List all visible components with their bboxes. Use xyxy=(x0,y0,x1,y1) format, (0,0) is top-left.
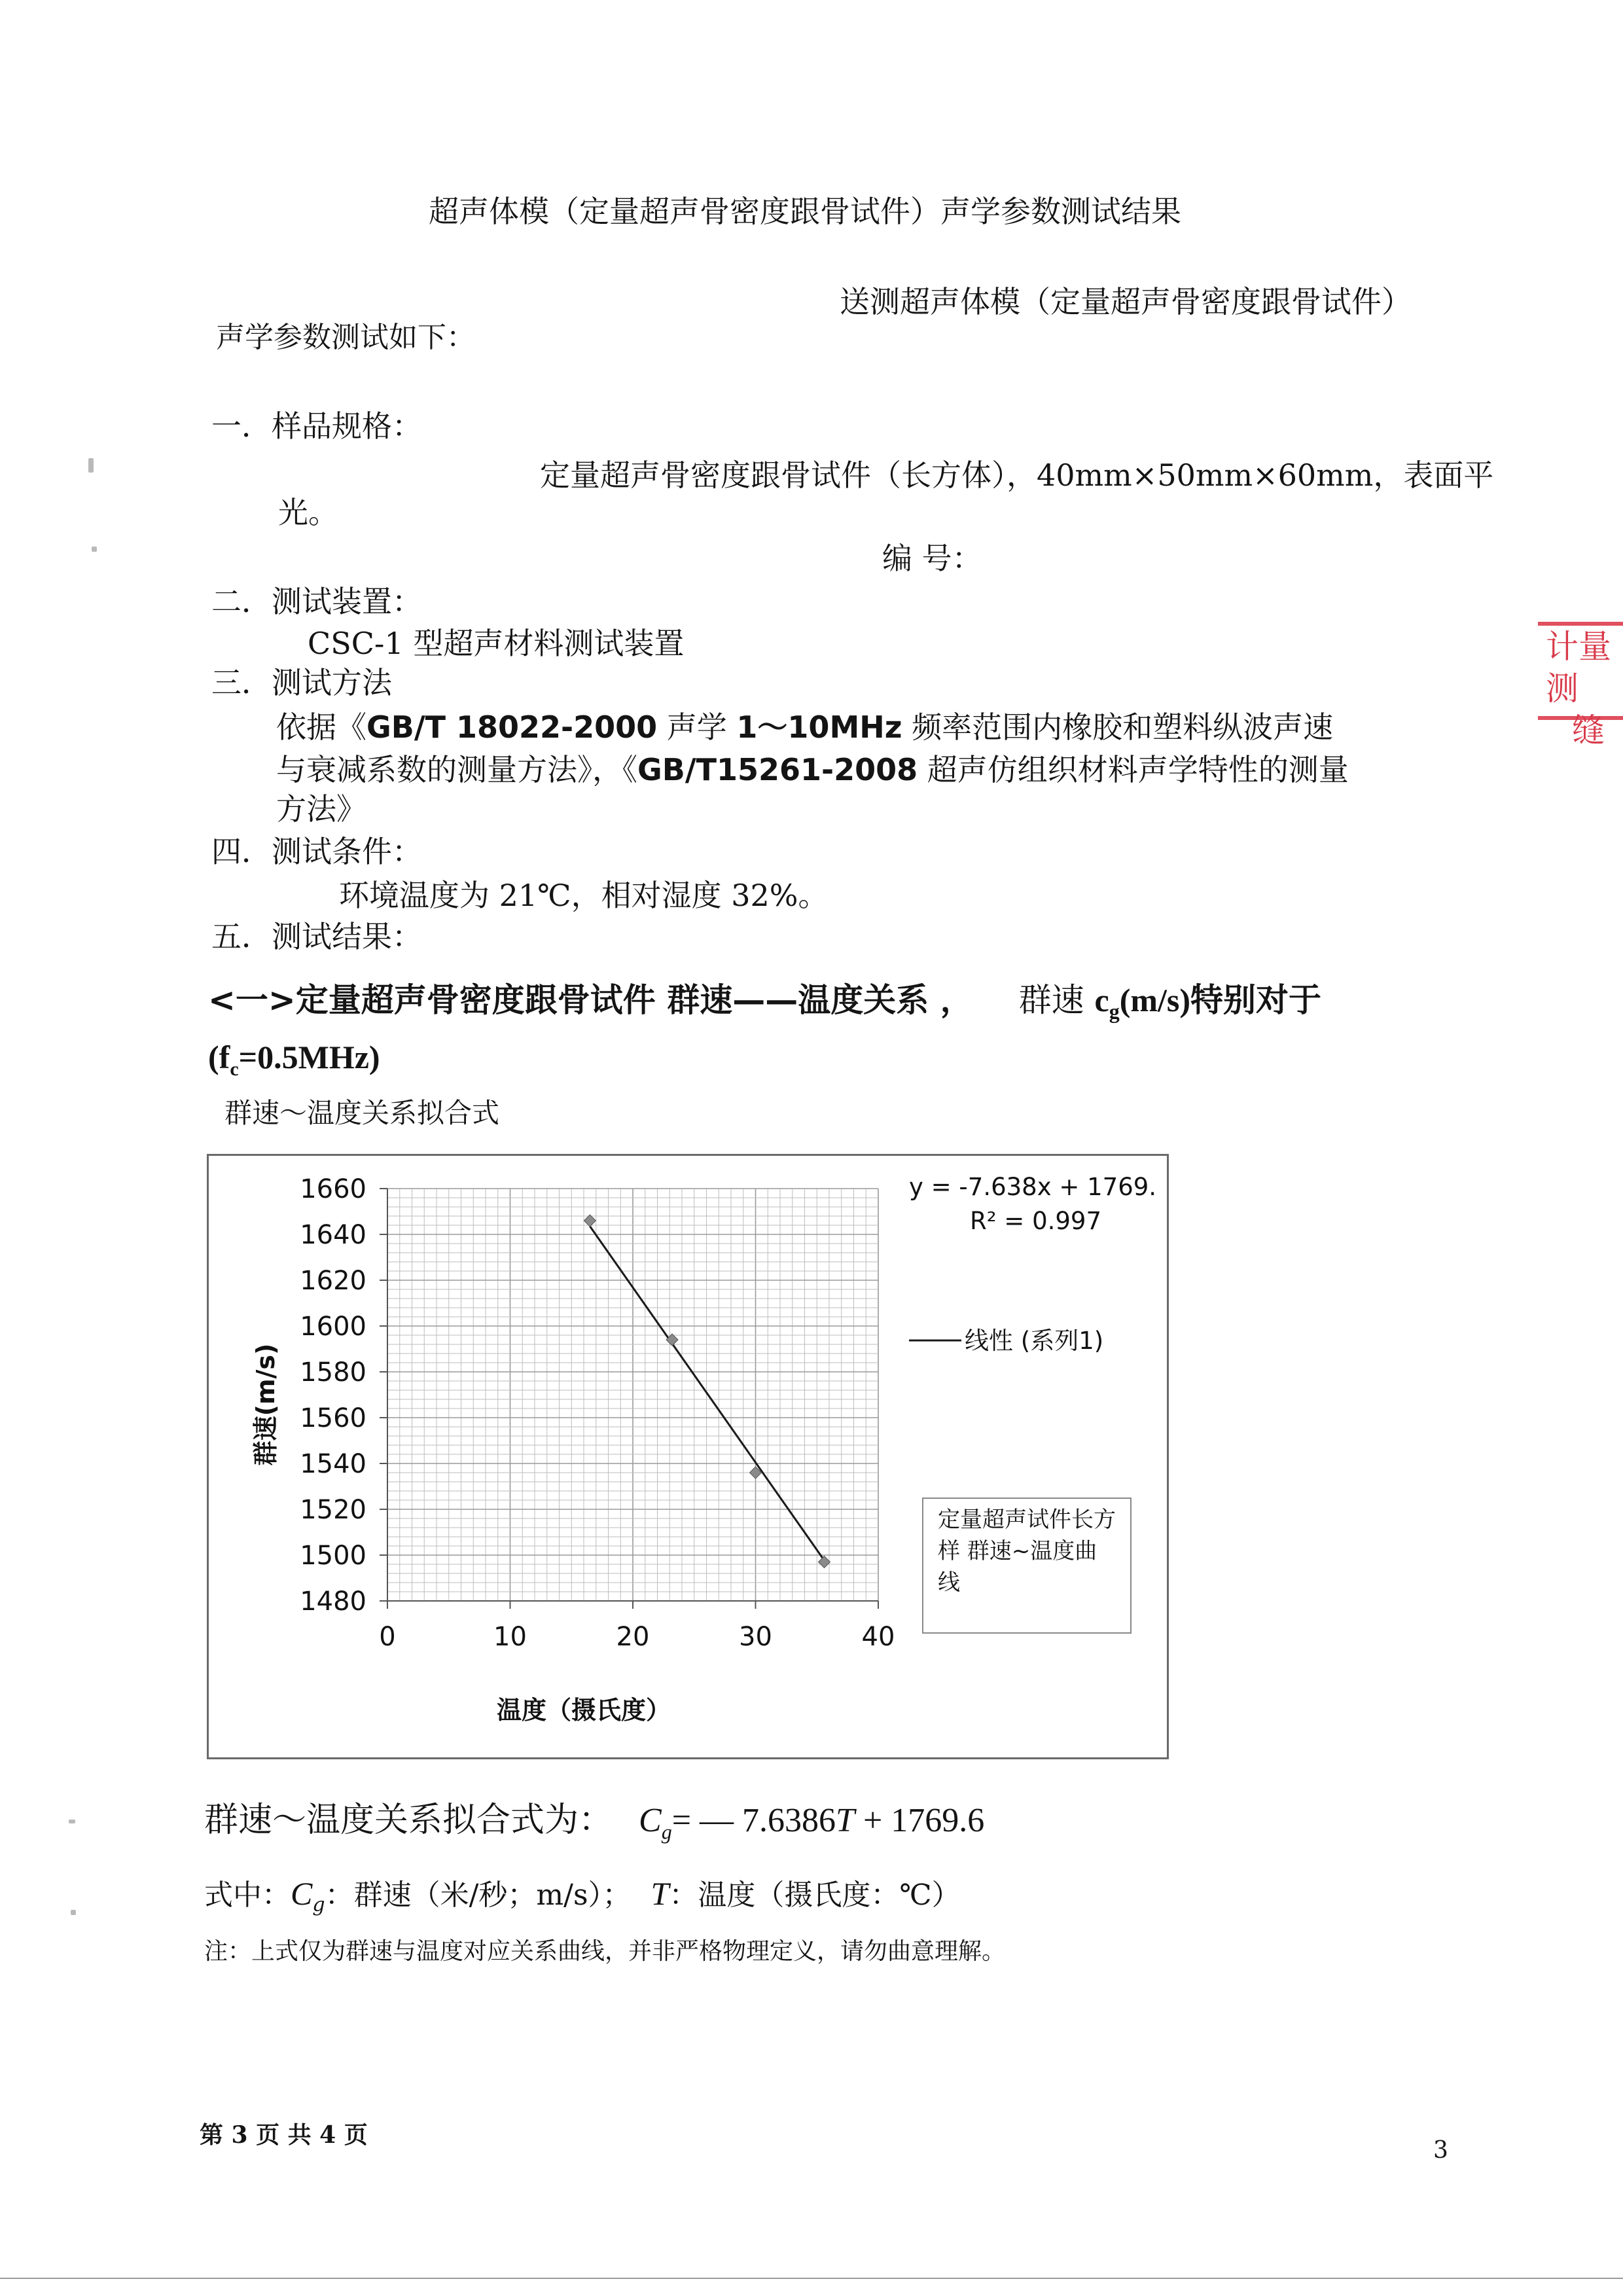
y-tick-label: 1480 xyxy=(300,1587,366,1617)
series-legend: 定量超声试件长方样 群速~温度曲线 xyxy=(922,1498,1132,1634)
section-4-heading: 四．测试条件： xyxy=(211,834,422,869)
frequency-text: (f xyxy=(208,1039,230,1075)
sample-spec-cont: 光。 xyxy=(278,495,338,530)
test-device: CSC-1 型超声材料测试装置 xyxy=(308,626,685,661)
method-line-3: 方法》 xyxy=(276,791,366,827)
disclaimer-note: 注：上式仅为群速与温度对应关系曲线，并非严格物理定义，请勿曲意理解。 xyxy=(204,1938,1006,1965)
frequency-subscript: c xyxy=(230,1058,239,1080)
subheading-text: <一>定量超声骨密度跟骨试件 群速——温度关系 ， xyxy=(208,981,973,1019)
data-point-marker xyxy=(584,1215,596,1227)
x-tick-label: 10 xyxy=(493,1622,527,1652)
frequency-condition xyxy=(208,1035,380,1091)
formula-constant: + 1769.6 xyxy=(854,1802,985,1839)
y-tick-label: 1560 xyxy=(300,1403,366,1433)
legend-trend-label: 线性 (系列1) xyxy=(965,1327,1104,1355)
chart-frame xyxy=(207,1154,1169,1759)
subheading-text: 特别对于 xyxy=(1190,981,1322,1019)
method-text: 与衰减系数的测量方法》，《 xyxy=(276,752,637,787)
symbol-c: C xyxy=(291,1875,313,1912)
group-velocity-unit: (m/s) xyxy=(1119,982,1191,1018)
method-line-2 xyxy=(276,749,1349,790)
formula-legend xyxy=(204,1873,961,1926)
scan-speck xyxy=(92,547,97,552)
data-point-marker xyxy=(819,1556,830,1568)
x-tick-label: 20 xyxy=(616,1622,650,1652)
fit-formula xyxy=(204,1799,984,1853)
page-count: 第 3 页 共 4 页 xyxy=(200,2121,368,2149)
frequency-range: 1～10MHz xyxy=(736,709,902,745)
formula-label: 群速～温度关系拟合式为： xyxy=(204,1801,613,1840)
method-text: 依据《 xyxy=(276,709,366,745)
footer-rule xyxy=(0,2278,1623,2279)
sample-sent-line: 送测超声体模（定量超声骨密度跟骨试件） xyxy=(840,284,1412,319)
formula-lhs: C xyxy=(639,1802,662,1839)
seal-text: 计量测 xyxy=(1546,628,1611,708)
serial-number-label: 编 号： xyxy=(882,541,982,576)
result-subheading xyxy=(208,978,1321,1033)
document-title: 超声体模（定量超声骨密度跟骨试件）声学参数测试结果 xyxy=(429,194,1181,229)
velocity-temperature-chart xyxy=(209,1156,1167,1757)
formula-coefficient: = — 7.6386 xyxy=(671,1802,836,1839)
scan-speck xyxy=(71,1910,76,1915)
y-tick-label: 1540 xyxy=(300,1449,366,1479)
standard-code: GB/T15261-2008 xyxy=(637,752,918,787)
page-number: 3 xyxy=(1433,2137,1448,2164)
section-5-heading: 五．测试结果： xyxy=(211,919,422,954)
frequency-text: =0.5MHz) xyxy=(238,1039,380,1075)
test-conditions: 环境温度为 21℃，相对湿度 32%。 xyxy=(339,878,829,913)
group-velocity-subscript: g xyxy=(1109,999,1120,1023)
scan-speck xyxy=(88,458,94,473)
symbol-c-description: ：群速（米/秒；m/s）； xyxy=(325,1878,632,1912)
symbol-c-subscript: g xyxy=(312,1893,325,1916)
data-point-marker xyxy=(666,1334,678,1346)
standard-code: GB/T 18022-2000 xyxy=(366,709,658,745)
y-axis-title: 群速(m/s) xyxy=(251,1343,280,1466)
y-tick-label: 1580 xyxy=(300,1357,366,1388)
section-3-heading: 三．测试方法 xyxy=(211,665,392,700)
formula-variable: T xyxy=(836,1802,855,1839)
chart-grid xyxy=(387,1189,878,1601)
method-text: 声学 xyxy=(657,709,737,745)
section-1-heading: 一．样品规格： xyxy=(211,408,422,444)
group-velocity-symbol: c xyxy=(1094,982,1109,1018)
symbol-t: T xyxy=(651,1875,669,1912)
intro-line: 声学参数测试如下： xyxy=(216,321,475,354)
method-text: 超声仿组织材料声学特性的测量 xyxy=(918,752,1349,787)
r-squared: R² = 0.997 xyxy=(970,1207,1101,1235)
chart-trendline xyxy=(590,1227,824,1561)
y-tick-label: 1520 xyxy=(300,1495,366,1525)
group-velocity-label: 群速 xyxy=(1018,981,1095,1019)
x-tick-label: 40 xyxy=(861,1622,895,1652)
y-tick-label: 1640 xyxy=(300,1220,366,1250)
fit-caption: 群速～温度关系拟合式 xyxy=(224,1097,500,1129)
symbol-t-description: ：温度（摄氏度：℃） xyxy=(669,1878,961,1912)
seal-stamp-fragment xyxy=(1538,622,1623,749)
y-tick-label: 1660 xyxy=(300,1174,366,1204)
method-text: 频率范围内橡胶和塑料纵波声速 xyxy=(902,709,1334,745)
method-line-1 xyxy=(276,707,1333,747)
section-2-heading: 二．测试装置： xyxy=(211,584,422,619)
where-prefix: 式中： xyxy=(204,1878,291,1912)
trend-equation: y = -7.638x + 1769. xyxy=(909,1173,1157,1201)
scan-speck xyxy=(69,1820,75,1823)
x-axis-title: 温度（摄氏度） xyxy=(496,1696,671,1725)
x-tick-label: 30 xyxy=(739,1622,772,1652)
y-tick-label: 1600 xyxy=(300,1312,366,1342)
linear-trendline xyxy=(590,1227,824,1561)
seal-text: 缝 xyxy=(1572,711,1605,749)
x-tick-label: 0 xyxy=(379,1622,396,1652)
y-tick-label: 1620 xyxy=(300,1266,366,1296)
sample-spec-line: 定量超声骨密度跟骨试件（长方体），40mm×50mm×60mm，表面平 xyxy=(540,457,1494,493)
chart-tick-labels xyxy=(300,1174,895,1652)
formula-lhs-subscript: g xyxy=(661,1820,672,1844)
y-tick-label: 1500 xyxy=(300,1541,366,1571)
